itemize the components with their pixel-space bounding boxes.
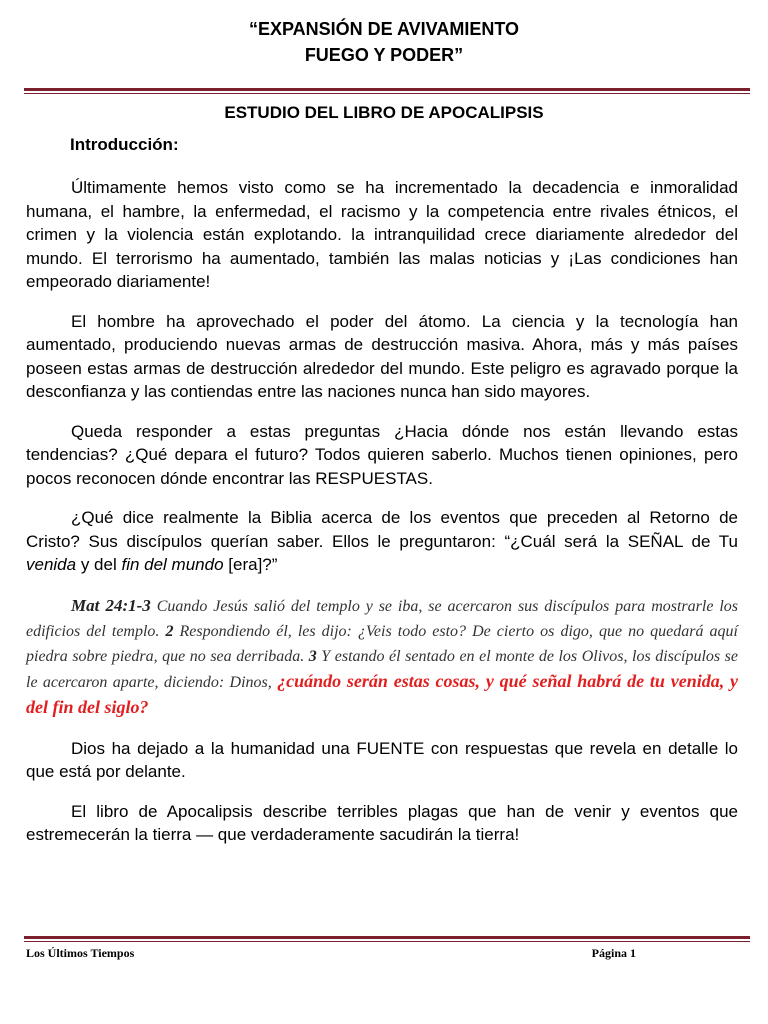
paragraph-4-part-b: y del [76,555,122,574]
footer-rule [24,936,750,942]
paragraph-6: El libro de Apocalipsis describe terribles plagas que han de venir y eventos que estremecerán la tierra — que verdaderamente sacudirán la tierra! [26,801,738,844]
paragraph-1: Últimamente hemos visto como se ha incrementado la decadencia e inmoralidad humana, el hambre, la enfermedad, el racismo y la competencia entre rivales étnicos, el crimen y la violencia están explotando. la intranquilidad crece diariamente alrededor del mundo. El terrorismo ha aumentado, también las malas noticias y ¡Las condiciones han empeorado diariamente! [26,178,738,291]
header-title-line1: “EXPANSIÓN DE AVIVAMIENTO [248,19,520,39]
header-title-line2: FUEGO Y PODER” [304,45,464,65]
paragraph-4-fin: fin del mundo [121,555,224,574]
intro-heading: Introducción: [70,135,179,154]
page-footer [26,946,636,961]
verse-number-3: 3 [308,647,317,665]
paragraph-4-part-c: [era]?” [223,555,278,574]
verse-text-3: Y estando él sentado en el monte de los Olivos, los discípulos se le acercaron aparte, diciendo: Dinos, [26,647,738,691]
paragraph-4-part-a: ¿Qué dice realmente la Biblia acerca de los eventos que preceden al Retorno de Cristo? Sus discípulos querían saber. Ellos le preguntaron: “¿Cuál será la SEÑAL de Tu [26,508,738,551]
verse-highlight-question: ¿cuándo serán estas cosas, y qué señal habrá de tu venida, y del fin del siglo? [26,670,738,717]
verse-text-1: Cuando Jesús salió del templo y se iba, se acercaron sus discípulos para mostrarle los edificios del templo. [26,597,738,640]
paragraph-4 [26,506,738,577]
header-rule [24,88,750,94]
study-title: ESTUDIO DEL LIBRO DE APOCALIPSIS [224,103,544,122]
paragraph-5: Dios ha dejado a la humanidad una FUENTE con respuestas que revela en detalle lo que está por delante. [26,738,738,781]
body-text [26,176,738,863]
verse-reference: Mat 24:1-3 [71,595,151,615]
verse-number-2: 2 [165,622,174,640]
verse-text-2: Respondiendo él, les dijo: ¿Veis todo esto? De cierto os digo, que no quedará aquí piedra sobre piedra, que no sea derribada. [26,622,738,665]
bible-verse [26,593,738,721]
footer-title: Los Últimos Tiempos [26,946,135,960]
paragraph-3: Queda responder a estas preguntas ¿Hacia dónde nos están llevando estas tendencias? ¿Qué depara el futuro? Todos quieren saberlo. Muchos tienen opiniones, pero pocos reconocen dónde encontrar las RESPUESTAS. [26,421,738,488]
paragraph-2: El hombre ha aprovechado el poder del átomo. La ciencia y la tecnología han aumentado, produciendo nuevas armas de destrucción masiva. Ahora, más y más países poseen estas armas de destrucción alrededor del mundo. Este peligro es agravado porque la desconfianza y las contiendas entre las naciones nunca han sido mayores. [26,311,738,401]
paragraph-4-venida: venida [26,555,77,574]
footer-page-number: Página 1 [591,946,636,960]
